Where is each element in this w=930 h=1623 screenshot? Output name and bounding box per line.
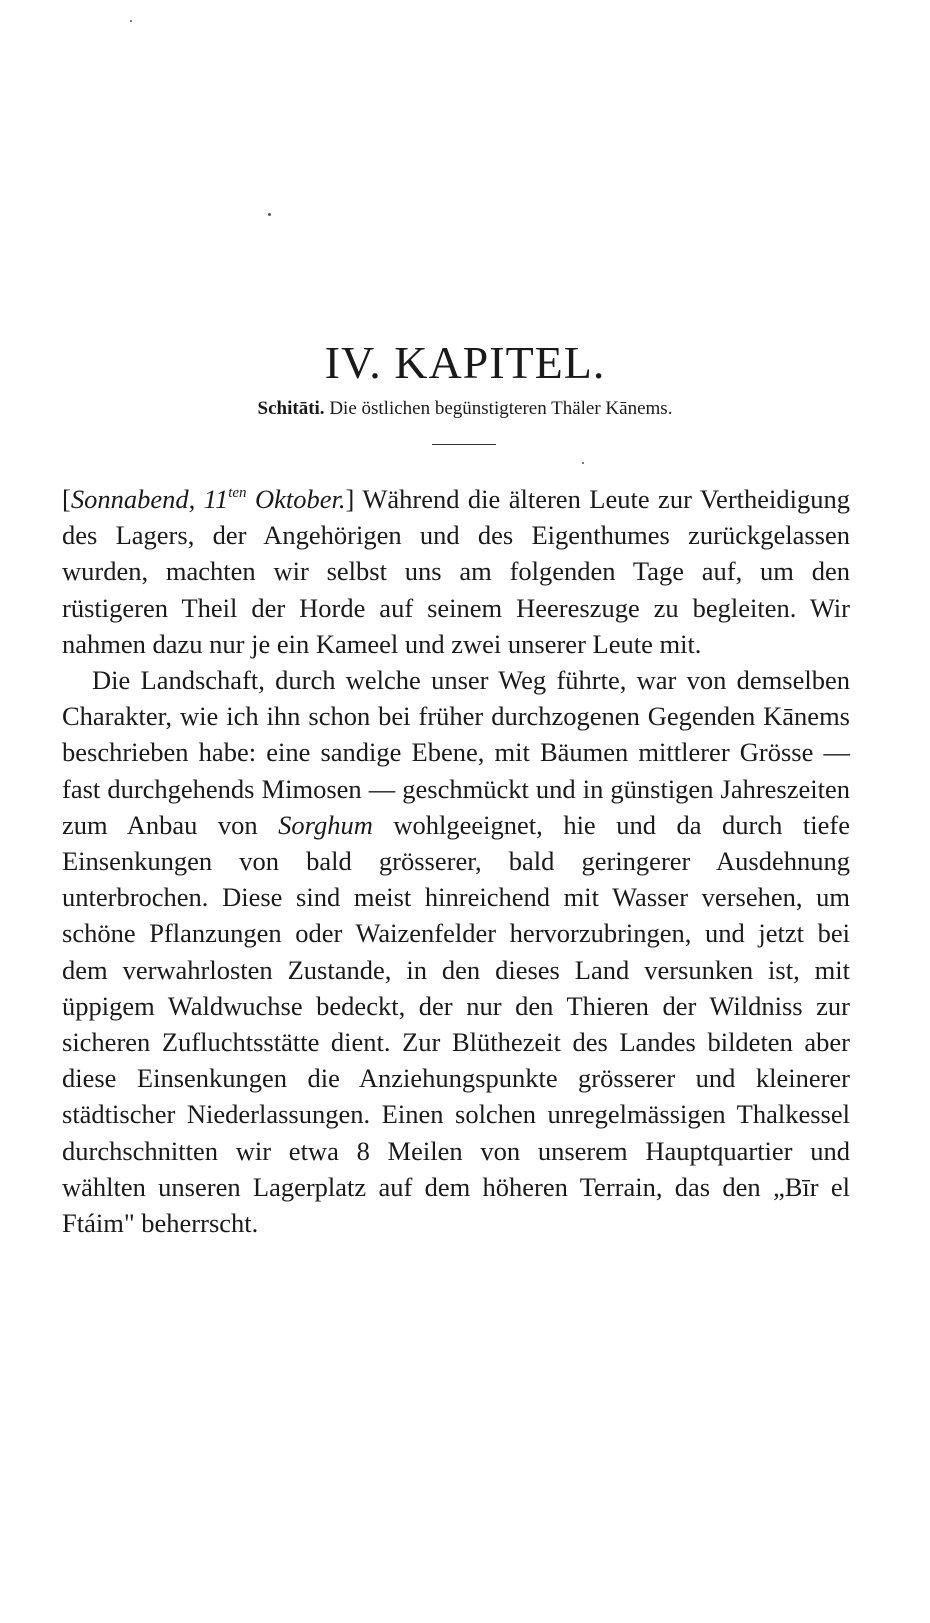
- paragraph-2-term: Sorghum: [278, 809, 373, 840]
- chapter-title: IV. KAPITEL.: [324, 337, 606, 388]
- body-text: [62, 481, 850, 1241]
- close-bracket: ]: [345, 484, 355, 514]
- paragraph-2-text-a: Die Landschaft, durch welche unser Weg führte, war von demselben Charakter, wie ich ihn schon bei früher durchzogenen Gegenden Kānems beschrieben habe: eine sandige Ebene, mit Bäumen mittlerer Grösse — fast durchgehends Mimosen — geschmückt und in günstigen Jahreszeiten zum Anbau von: [62, 665, 850, 840]
- paragraph-2: [62, 662, 850, 1241]
- open-bracket: [: [62, 484, 71, 514]
- paper-speck: [268, 213, 271, 216]
- paper-speck: [582, 462, 584, 464]
- date-number: 11: [203, 484, 229, 514]
- summary-text: Die östlichen begünstigteren Thäler Kānems.: [329, 398, 673, 419]
- date-superscript: ten: [228, 485, 247, 501]
- paragraph-2-text-b: wohlgeeignet, hie und da durch tiefe Einsenkungen von bald grösserer, bald geringerer Ausdehnung unterbrochen. Diese sind meist hinreichend mit Wasser versehen, um schöne Pflanzungen oder Waizenfelder hervorzubringen, und jetzt bei dem verwahrlosten Zustande, in den dieses Land versunken ist, mit üppigem Waldwuchse bedeckt, der nur den Thieren der Wildniss zur sicheren Zufluchtsstätte dient. Zur Blüthezeit des Landes bildeten aber diese Einsenkungen die Anziehungspunkte grösserer und kleinerer städtischer Niederlassungen. Einen solchen unregelmässigen Thalkessel durchschnitten wir etwa 8 Meilen von unserem Hauptquartier und wählten unseren Lagerplatz auf dem höheren Terrain, das den „Bīr el Ftáim" beherrscht.: [62, 809, 850, 1239]
- date-heading: [71, 484, 346, 514]
- paper-speck: [130, 20, 132, 22]
- date-month: Oktober.: [255, 484, 346, 514]
- chapter-summary: [0, 398, 930, 420]
- date-day: Sonnabend,: [70, 484, 196, 514]
- summary-lead: Schitāti.: [257, 398, 325, 419]
- paragraph-1-text: Während die älteren Leute zur Vertheidigung des Lagers, der Angehörigen und des Eigenthumes zurückgelassen wurden, machten wir selbst uns am folgenden Tage auf, um den rüstigeren Theil der Horde auf seinem Heereszuge zu begleiten. Wir nahmen dazu nur je ein Kameel und zwei unserer Leute mit.: [62, 484, 850, 659]
- paragraph-1: [62, 481, 850, 662]
- section-divider: [432, 444, 496, 445]
